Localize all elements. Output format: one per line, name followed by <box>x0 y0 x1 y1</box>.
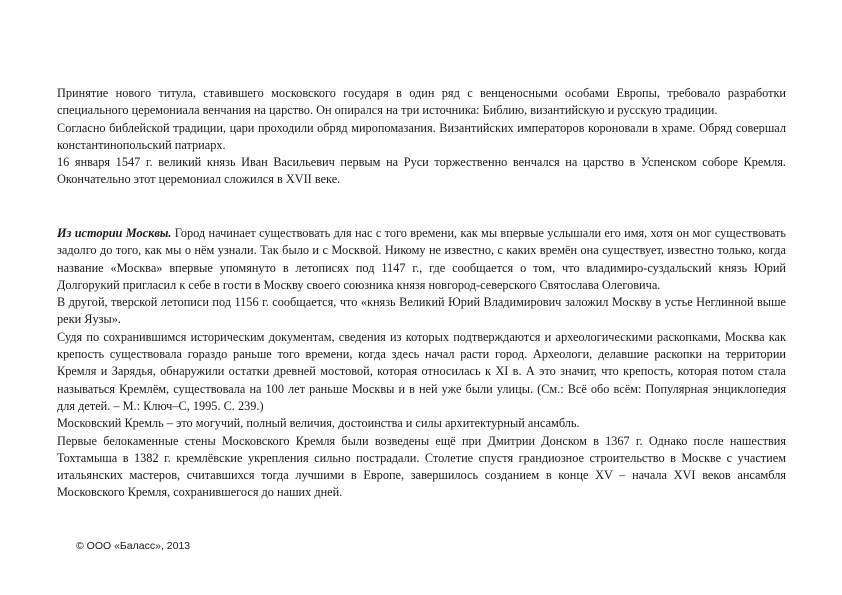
moscow-history-section <box>57 225 786 502</box>
paragraph-biblical-tradition: Согласно библейской традиции, цари проходили обряд миропомазания. Византийских императоров короновали в храме. Обряд совершал константинопольский патриарх. <box>57 120 786 152</box>
section-lead-heading: Из истории Москвы. <box>57 226 172 240</box>
paragraph-moscow-origin-text: Город начинает существовать для нас с того времени, как мы впервые услышали его имя, хотя он мог существовать задолго до того, как мы о нём узнали. Так было и с Москвой. Никому не известно, с каких времён она существует, известно только, когда название «Москва» впервые упомянуто в летописях под 1147 г., где сообщается о том, что владимиро-суздальский князь Юрий Долгорукий пригласил к себе в гости в Москву своего союзника князя новгород-северского Святослава Олеговича. <box>57 226 786 292</box>
paragraph-coronation-1547: 16 января 1547 г. великий князь Иван Васильевич первым на Руси торжественно венчался на царство в Успенском соборе Кремля. Окончательно этот церемониал сложился в XVII веке. <box>57 155 786 187</box>
paragraph-kremlin-ensemble: Московский Кремль – это могучий, полный величия, достоинства и силы архитектурный ансамбль. <box>57 416 580 431</box>
paragraph-moscow-origin <box>57 225 786 294</box>
paragraph-kremlin-walls: Первые белокаменные стены Московского Кремля были возведены ещё при Дмитрии Донском в 1367 г. Однако после нашествия Тохтамыша в 1382 г. кремлёвские укрепления сильно пострадали. Столетие спустя грандиозное строительство в Москве с участием итальянских мастеров, считавшихся тогда лучшими в Европе, завершилось созданием в конце XV – начала XVI веков ансамбля Московского Кремля, сохранившегося до наших дней. <box>57 433 786 500</box>
paragraph-tver-chronicle: В другой, тверской летописи под 1156 г. сообщается, что «князь Великий Юрий Владимирович заложил Москву в устье Неглинной выше реки Яузы». <box>57 295 786 327</box>
coronation-section <box>57 85 786 189</box>
copyright-footer: © ООО «Баласс», 2013 <box>76 540 191 552</box>
paragraph-archaeology: Судя по сохранившимся историческим документам, сведения из которых подтверждаются и археологическими раскопками, Москва как крепость существовала гораздо раньше того времени, когда здесь начал расти город. Археологи, делавшие раскопки на территории Кремля и Зарядья, обнаружили остатки древней мостовой, которая относилась к XI в. А это значит, что крепость, которая потом стала называться Кремлём, существовала на 100 лет раньше Москвы и в ней уже были улицы. (См.: Всё обо всём: Популярная энциклопедия для детей. – М.: Ключ–С, 1995. С. 239.) <box>57 329 786 413</box>
paragraph-title-adoption: Принятие нового титула, ставившего московского государя в один ряд с венценосными особами Европы, требовало разработки специального церемониала венчания на царство. Он опирался на три источника: Библию, византийскую и русскую традиции. <box>57 86 786 118</box>
